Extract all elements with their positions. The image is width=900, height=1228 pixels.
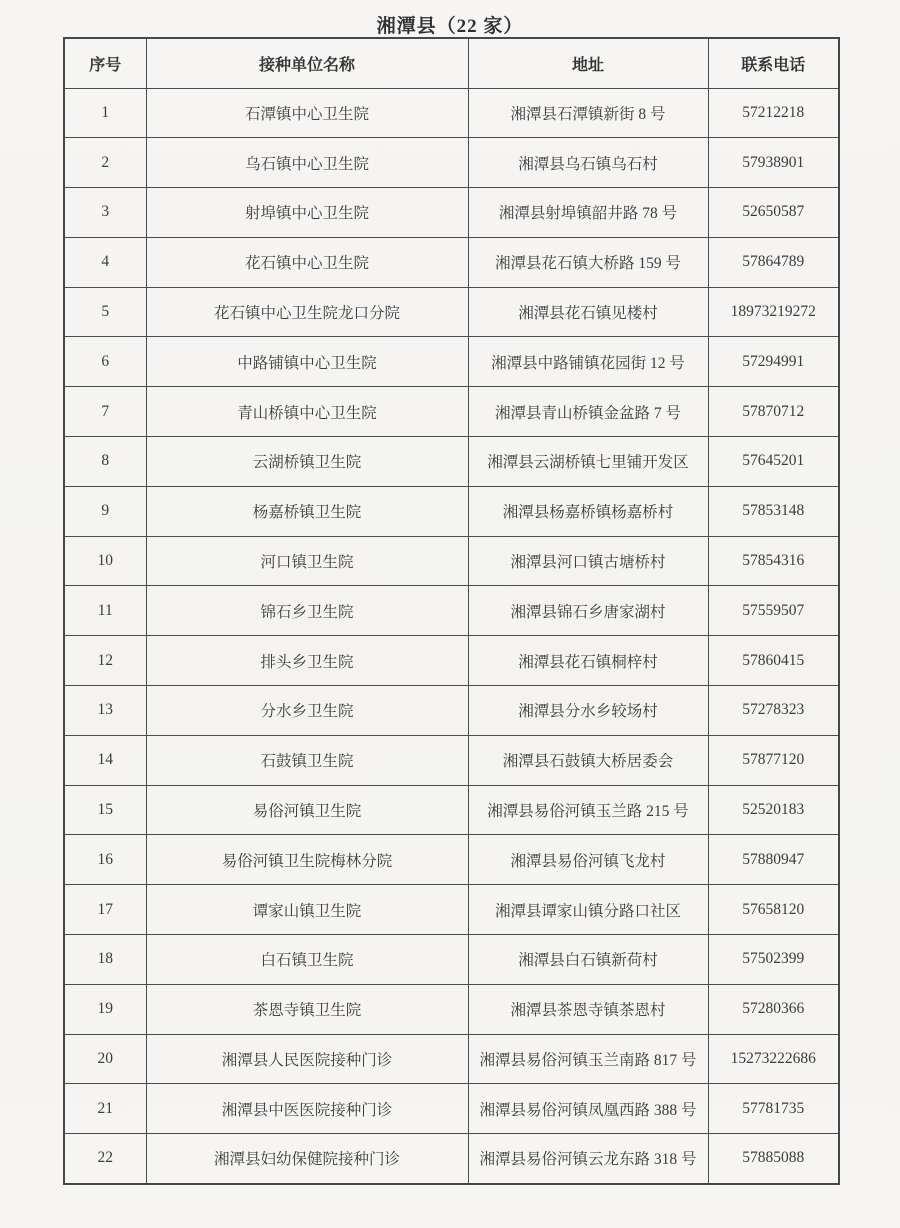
phone-cell: 18973219272 [708, 287, 839, 337]
phone-cell: 52650587 [708, 188, 839, 238]
address-cell: 湘潭县易俗河镇云龙东路 318 号 [468, 1134, 708, 1184]
unit-name-cell: 青山桥镇中心卫生院 [146, 387, 468, 437]
address-cell: 湘潭县射埠镇韶井路 78 号 [468, 188, 708, 238]
address-cell: 湘潭县谭家山镇分路口社区 [468, 885, 708, 935]
phone-cell: 57853148 [708, 486, 839, 536]
header-cell-address: 地址 [468, 38, 708, 88]
address-cell: 湘潭县石潭镇新街 8 号 [468, 88, 708, 138]
unit-name-cell: 白石镇卫生院 [146, 935, 468, 985]
row-number-cell: 19 [64, 984, 146, 1034]
table-row [64, 536, 839, 586]
row-number-cell: 4 [64, 237, 146, 287]
header-row [64, 38, 839, 88]
table-row [64, 88, 839, 138]
header-cell-number: 序号 [64, 38, 146, 88]
row-number-cell: 18 [64, 935, 146, 985]
phone-cell: 57880947 [708, 835, 839, 885]
address-cell: 湘潭县中路铺镇花园街 12 号 [468, 337, 708, 387]
unit-name-cell: 排头乡卫生院 [146, 636, 468, 686]
phone-cell: 57645201 [708, 437, 839, 487]
address-cell: 湘潭县锦石乡唐家湖村 [468, 586, 708, 636]
unit-name-cell: 石潭镇中心卫生院 [146, 88, 468, 138]
row-number-cell: 8 [64, 437, 146, 487]
table-row [64, 337, 839, 387]
phone-cell: 57781735 [708, 1084, 839, 1134]
address-cell: 湘潭县易俗河镇凤凰西路 388 号 [468, 1084, 708, 1134]
phone-cell: 57280366 [708, 984, 839, 1034]
address-cell: 湘潭县河口镇古塘桥村 [468, 536, 708, 586]
unit-name-cell: 锦石乡卫生院 [146, 586, 468, 636]
row-number-cell: 17 [64, 885, 146, 935]
table-row [64, 935, 839, 985]
row-number-cell: 15 [64, 785, 146, 835]
table-row [64, 686, 839, 736]
phone-cell: 57885088 [708, 1134, 839, 1184]
phone-cell: 57854316 [708, 536, 839, 586]
table-row [64, 188, 839, 238]
table-row [64, 486, 839, 536]
table-row [64, 237, 839, 287]
row-number-cell: 21 [64, 1084, 146, 1134]
phone-cell: 57278323 [708, 686, 839, 736]
table-row [64, 586, 839, 636]
phone-cell: 57877120 [708, 735, 839, 785]
row-number-cell: 6 [64, 337, 146, 387]
phone-cell: 57860415 [708, 636, 839, 686]
address-cell: 湘潭县云湖桥镇七里铺开发区 [468, 437, 708, 487]
unit-name-cell: 湘潭县人民医院接种门诊 [146, 1034, 468, 1084]
table-row [64, 835, 839, 885]
unit-name-cell: 茶恩寺镇卫生院 [146, 984, 468, 1034]
phone-cell: 57658120 [708, 885, 839, 935]
table-row [64, 387, 839, 437]
unit-name-cell: 湘潭县妇幼保健院接种门诊 [146, 1134, 468, 1184]
table-head [64, 38, 839, 88]
phone-cell: 57502399 [708, 935, 839, 985]
phone-cell: 57864789 [708, 237, 839, 287]
table-row [64, 885, 839, 935]
address-cell: 湘潭县花石镇桐梓村 [468, 636, 708, 686]
table-row [64, 437, 839, 487]
address-cell: 湘潭县茶恩寺镇茶恩村 [468, 984, 708, 1034]
row-number-cell: 11 [64, 586, 146, 636]
address-cell: 湘潭县易俗河镇玉兰南路 817 号 [468, 1034, 708, 1084]
unit-name-cell: 花石镇中心卫生院龙口分院 [146, 287, 468, 337]
row-number-cell: 7 [64, 387, 146, 437]
unit-name-cell: 云湖桥镇卫生院 [146, 437, 468, 487]
header-cell-phone: 联系电话 [708, 38, 839, 88]
unit-name-cell: 乌石镇中心卫生院 [146, 138, 468, 188]
row-number-cell: 10 [64, 536, 146, 586]
address-cell: 湘潭县花石镇大桥路 159 号 [468, 237, 708, 287]
row-number-cell: 3 [64, 188, 146, 238]
row-number-cell: 12 [64, 636, 146, 686]
phone-cell: 52520183 [708, 785, 839, 835]
phone-cell: 57938901 [708, 138, 839, 188]
address-cell: 湘潭县易俗河镇玉兰路 215 号 [468, 785, 708, 835]
phone-cell: 57294991 [708, 337, 839, 387]
table-row [64, 735, 839, 785]
address-cell: 湘潭县分水乡较场村 [468, 686, 708, 736]
address-cell: 湘潭县青山桥镇金盆路 7 号 [468, 387, 708, 437]
vaccination-sites-table [63, 37, 840, 1185]
unit-name-cell: 射埠镇中心卫生院 [146, 188, 468, 238]
phone-cell: 57559507 [708, 586, 839, 636]
table-row [64, 1084, 839, 1134]
unit-name-cell: 杨嘉桥镇卫生院 [146, 486, 468, 536]
phone-cell: 57212218 [708, 88, 839, 138]
address-cell: 湘潭县白石镇新荷村 [468, 935, 708, 985]
address-cell: 湘潭县乌石镇乌石村 [468, 138, 708, 188]
unit-name-cell: 湘潭县中医医院接种门诊 [146, 1084, 468, 1134]
address-cell: 湘潭县杨嘉桥镇杨嘉桥村 [468, 486, 708, 536]
unit-name-cell: 谭家山镇卫生院 [146, 885, 468, 935]
phone-cell: 57870712 [708, 387, 839, 437]
row-number-cell: 5 [64, 287, 146, 337]
table-row [64, 287, 839, 337]
unit-name-cell: 易俗河镇卫生院梅林分院 [146, 835, 468, 885]
unit-name-cell: 石鼓镇卫生院 [146, 735, 468, 785]
row-number-cell: 1 [64, 88, 146, 138]
table-row [64, 785, 839, 835]
header-cell-unit-name: 接种单位名称 [146, 38, 468, 88]
row-number-cell: 13 [64, 686, 146, 736]
row-number-cell: 20 [64, 1034, 146, 1084]
unit-name-cell: 花石镇中心卫生院 [146, 237, 468, 287]
unit-name-cell: 易俗河镇卫生院 [146, 785, 468, 835]
page-title: 湘潭县（22 家） [376, 16, 524, 37]
table-row [64, 1034, 839, 1084]
row-number-cell: 22 [64, 1134, 146, 1184]
row-number-cell: 9 [64, 486, 146, 536]
phone-cell: 15273222686 [708, 1034, 839, 1084]
table-row [64, 984, 839, 1034]
unit-name-cell: 中路铺镇中心卫生院 [146, 337, 468, 387]
address-cell: 湘潭县石鼓镇大桥居委会 [468, 735, 708, 785]
table-row [64, 138, 839, 188]
table-body [64, 88, 839, 1184]
unit-name-cell: 分水乡卫生院 [146, 686, 468, 736]
unit-name-cell: 河口镇卫生院 [146, 536, 468, 586]
address-cell: 湘潭县花石镇见楼村 [468, 287, 708, 337]
row-number-cell: 2 [64, 138, 146, 188]
row-number-cell: 16 [64, 835, 146, 885]
table-row [64, 1134, 839, 1184]
table-row [64, 636, 839, 686]
address-cell: 湘潭县易俗河镇飞龙村 [468, 835, 708, 885]
row-number-cell: 14 [64, 735, 146, 785]
